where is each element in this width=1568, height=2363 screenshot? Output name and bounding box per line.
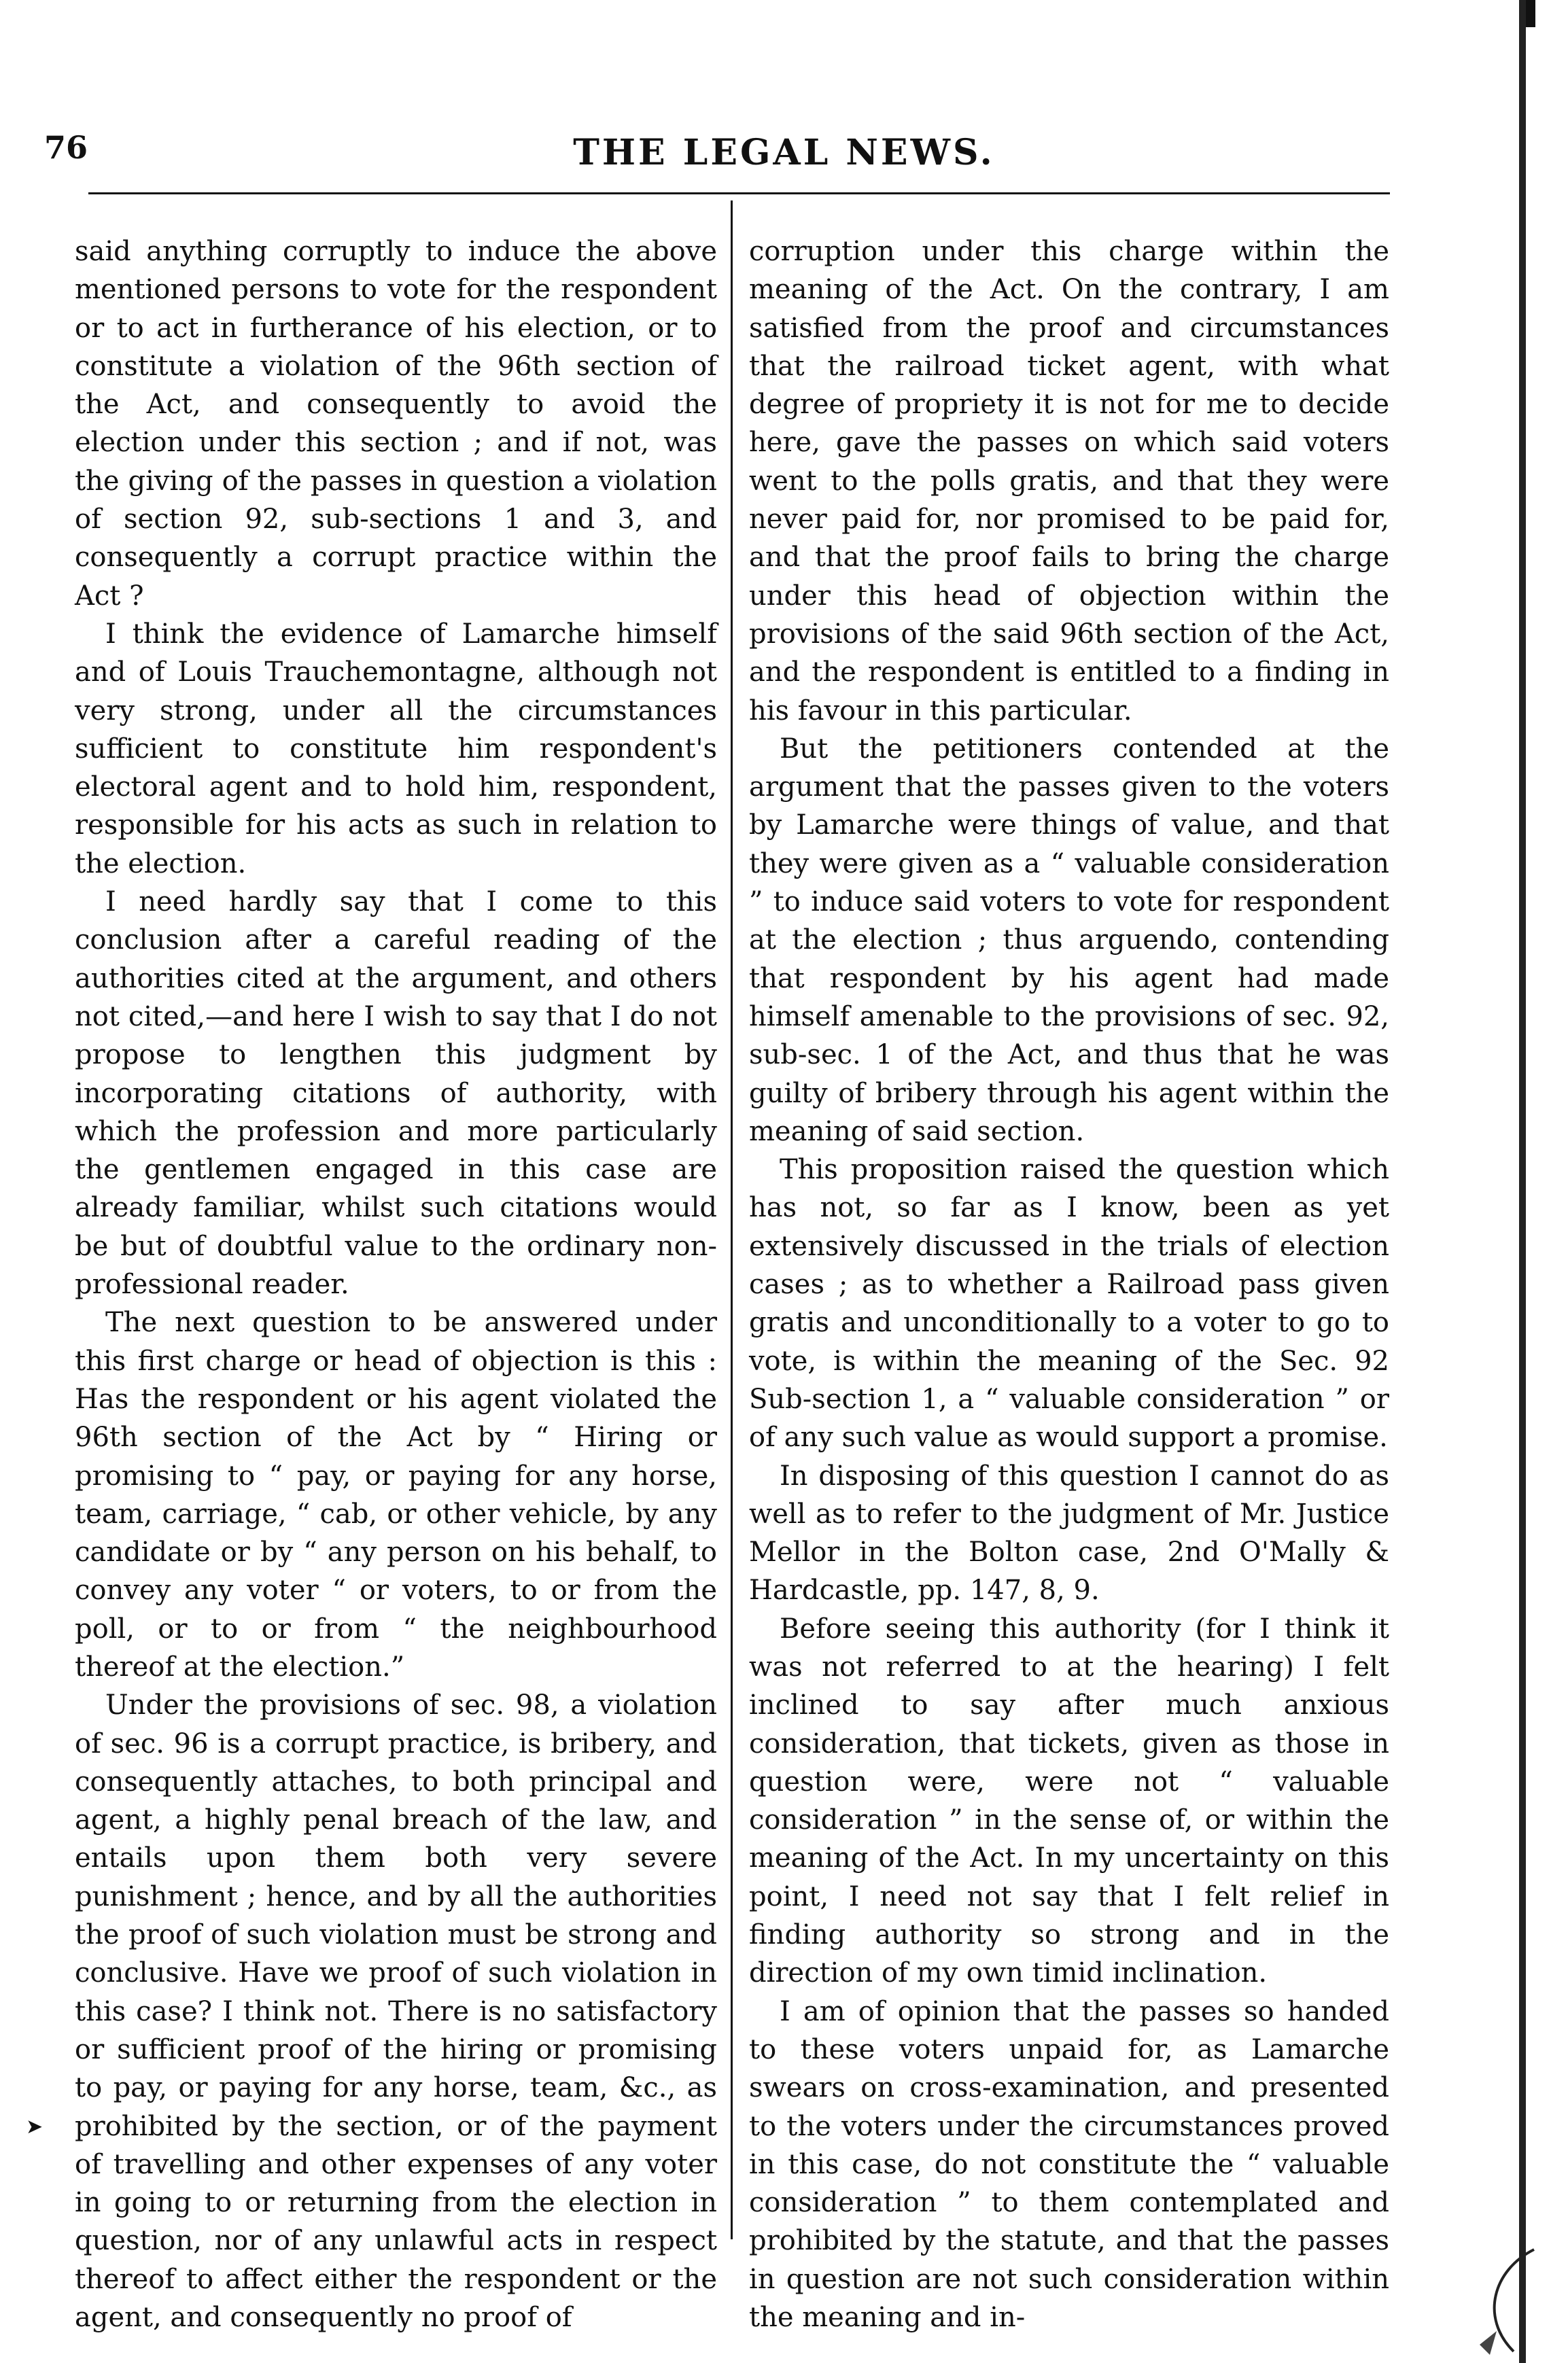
paper-curl-mark <box>1466 2243 1548 2358</box>
binding-edge-mark <box>1526 0 1535 27</box>
paragraph: Before seeing this authority (for I think it was not referred to at the hearing) I felt inclined to say after much anxious consideration, that tickets, given as those in question were, were not “ valuable consideration ” in the sense of, or within the meaning of the Act. In my uncertainty on this point, I need not say that I felt relief in finding authority so strong and in the direction of my own timid inclination. <box>749 1613 1389 1989</box>
paragraph: This proposition raised the question which has not, so far as I know, been as yet extensively discussed in the trials of election cases ; as to whether a Railroad pass given gratis and unconditionally to a voter to go to vote, is within the meaning of the Sec. 92 Sub-section 1, a “ valuable consideration ” or of any such value as would support a promise. <box>749 1154 1389 1454</box>
paragraph: The next question to be answered under this first charge or head of objection is this : Has the respondent or his agent violated the 96th section of the Act by “ Hiring or promising to “ pay, or paying for any horse, team, carriage, “ cab, or other vehicle, by any candidate or by “ any person on his behalf, to convey any voter “ or voters, to or from the poll, or to or from “ the neighbourhood thereof at the election.” <box>75 1307 717 1683</box>
header-rule-right <box>588 192 1390 194</box>
binding-edge <box>1519 0 1526 2363</box>
left-column <box>75 232 717 2336</box>
paragraph: I am of opinion that the passes so handed to these voters unpaid for, as Lamarche swears on cross-examination, and presented to the voters under the circumstances proved in this case, do not constitute the “ valuable consideration ” to them contemplated and prohibited by the statute, and that the passes in question are not such consideration within the meaning and in- <box>749 1995 1389 2334</box>
paragraph: said anything corruptly to induce the above mentioned persons to vote for the respondent or to act in furtherance of his election, or to constitute a violation of the 96th section of the Act, and consequently to avoid the election under this section ; and if not, was the giving of the passes in question a violation of section 92, sub-sections 1 and 3, and consequently a corrupt practice within the Act ? <box>75 236 717 612</box>
page-number: 76 <box>44 129 88 166</box>
paragraph: I need hardly say that I come to this conclusion after a careful reading of the authorities cited at the argument, and others not cited,—and here I wish to say that I do not propose to lengthen this judgment by incorporating citations of authority, with which the profession and more particularly the gentlemen engaged in this case are already familiar, whilst such citations would be but of doubtful value to the ordinary non-professional reader. <box>75 886 717 1301</box>
header-rule-left <box>88 192 588 194</box>
page-header <box>0 129 1568 177</box>
paragraph: I think the evidence of Lamarche himself and of Louis Trauchemontagne, although not very strong, under all the circumstances sufficient to constitute him respondent's electoral agent and to hold him, respondent, responsible for his acts as such in relation to the election. <box>75 618 717 879</box>
paragraph: Under the provisions of sec. 98, a violation of sec. 96 is a corrupt practice, is bribery, and consequently attaches, to both principal and agent, a highly penal breach of the law, and entails upon them both very severe punishment ; hence, and by all the authorities the proof of such violation must be strong and conclusive. Have we proof of such violation in this case? I think not. There is no satisfactory or sufficient proof of the hiring or promising to pay, or paying for any horse, team, &c., as prohibited by the section, or of the payment of travelling and other expenses of any voter in going to or returning from the election in question, nor of any unlawful acts in respect thereof to affect either the respondent or the agent, and consequently no proof of <box>75 1690 717 2334</box>
running-head: THE LEGAL NEWS. <box>573 132 995 173</box>
paragraph: But the petitioners contended at the argument that the passes given to the voters by Lamarche were things of value, and that they were given as a “ valuable consideration ” to induce said voters to vote for respondent at the election ; thus arguendo, contending that respondent by his agent had made himself amenable to the provisions of sec. 92, sub-sec. 1 of the Act, and thus that he was guilty of bribery through his agent within the meaning of said section. <box>749 733 1389 1147</box>
paragraph: In disposing of this question I cannot do as well as to refer to the judgment of Mr. Justice Mellor in the Bolton case, 2nd O'Mally & Hardcastle, pp. 147, 8, 9. <box>749 1460 1389 1607</box>
margin-mark: ➤ <box>26 2115 43 2139</box>
column-divider <box>731 200 733 2239</box>
right-column <box>749 232 1389 2336</box>
paragraph: corruption under this charge within the meaning of the Act. On the contrary, I am satisfied from the proof and circumstances that the railroad ticket agent, with what degree of propriety it is not for me to decide here, gave the passes on which said voters went to the polls gratis, and that they were never paid for, nor promised to be paid for, and that the proof fails to bring the charge under this head of objection within the provisions of the said 96th section of the Act, and the respondent is entitled to a finding in his favour in this particular. <box>749 236 1389 727</box>
